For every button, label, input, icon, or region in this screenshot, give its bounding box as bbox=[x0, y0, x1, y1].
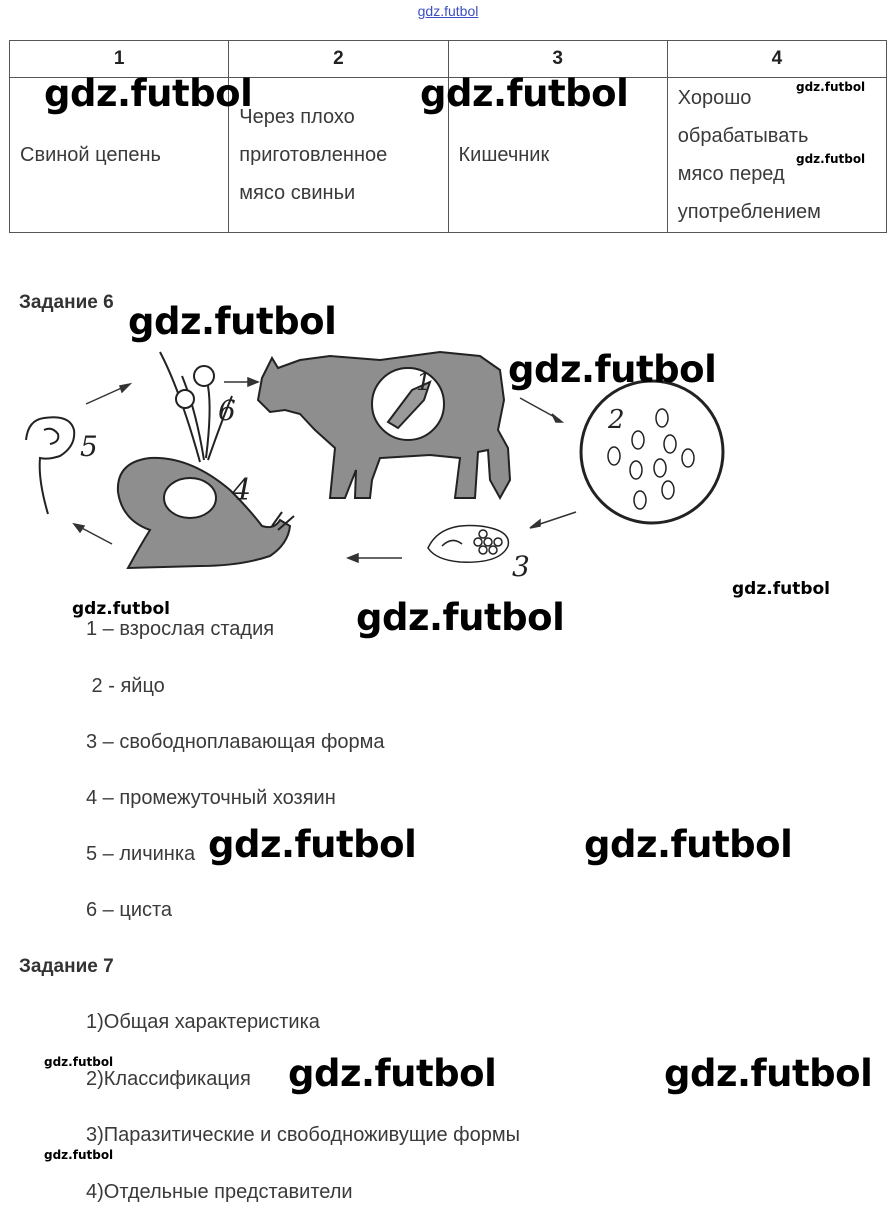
watermark: gdz.futbol bbox=[420, 72, 629, 115]
watermark: gdz.futbol bbox=[288, 1052, 497, 1095]
figure-number-2: 2 bbox=[608, 405, 625, 435]
lifecycle-figure bbox=[0, 330, 896, 590]
cow-illustration bbox=[258, 352, 510, 498]
list-item: 1)Общая характеристика bbox=[86, 1011, 320, 1033]
legend-item: 5 – личинка bbox=[86, 843, 196, 865]
top-link[interactable]: gdz.futbol bbox=[417, 3, 479, 19]
list-item: 3)Паразитические и свободноживущие формы bbox=[86, 1124, 520, 1146]
watermark: gdz.futbol bbox=[584, 823, 793, 866]
figure-number-6: 6 bbox=[218, 394, 236, 427]
watermark: gdz.futbol bbox=[128, 300, 337, 343]
figure-number-3: 3 bbox=[512, 550, 530, 583]
table-header-cell: 2 bbox=[229, 41, 448, 78]
figure-number-4: 4 bbox=[232, 473, 252, 508]
legend-item: 1 – взрослая стадия bbox=[86, 618, 275, 640]
figure-number-1: 1 bbox=[416, 368, 432, 396]
snail-illustration bbox=[118, 458, 294, 568]
watermark: gdz.futbol bbox=[508, 348, 717, 391]
watermark: gdz.futbol bbox=[664, 1052, 873, 1095]
table-cell-location: Кишечник bbox=[448, 78, 667, 233]
watermark: gdz.futbol bbox=[208, 823, 417, 866]
watermark: gdz.futbol bbox=[356, 596, 565, 639]
miracidium-illustration bbox=[428, 525, 508, 562]
watermark: gdz.futbol bbox=[44, 1055, 114, 1069]
watermark: gdz.futbol bbox=[44, 72, 253, 115]
watermark: gdz.futbol bbox=[44, 1148, 114, 1162]
table-cell-prevention: Хорошо обрабатывать мясо перед употреблением bbox=[667, 78, 886, 233]
table-cell-parasite: Свиной цепень bbox=[10, 78, 229, 233]
table-cell-infection-route: Через плохо приготовленное мясо свиньи bbox=[229, 78, 448, 233]
figure-number-5: 5 bbox=[80, 430, 98, 463]
table-header-cell: 4 bbox=[667, 41, 886, 78]
table-header-cell: 1 bbox=[10, 41, 229, 78]
list-item: 4)Отдельные представители bbox=[86, 1181, 353, 1203]
parasite-table bbox=[9, 40, 887, 233]
task6-heading: Задание 6 bbox=[19, 292, 114, 313]
task7-heading: Задание 7 bbox=[19, 956, 114, 977]
table-header-cell: 3 bbox=[448, 41, 667, 78]
list-item: 2)Классификация bbox=[86, 1068, 251, 1090]
legend-item: 3 – свободноплавающая форма bbox=[86, 731, 385, 753]
cercaria-illustration bbox=[26, 417, 74, 514]
legend-item: 2 - яйцо bbox=[86, 675, 165, 697]
watermark: gdz.futbol bbox=[732, 579, 830, 599]
legend-item: 6 – циста bbox=[86, 899, 173, 921]
eggs-illustration bbox=[581, 381, 723, 523]
legend-item: 4 – промежуточный хозяин bbox=[86, 787, 336, 809]
watermark: gdz.futbol bbox=[796, 152, 866, 166]
watermark: gdz.futbol bbox=[796, 80, 866, 94]
watermark: gdz.futbol bbox=[72, 599, 170, 619]
